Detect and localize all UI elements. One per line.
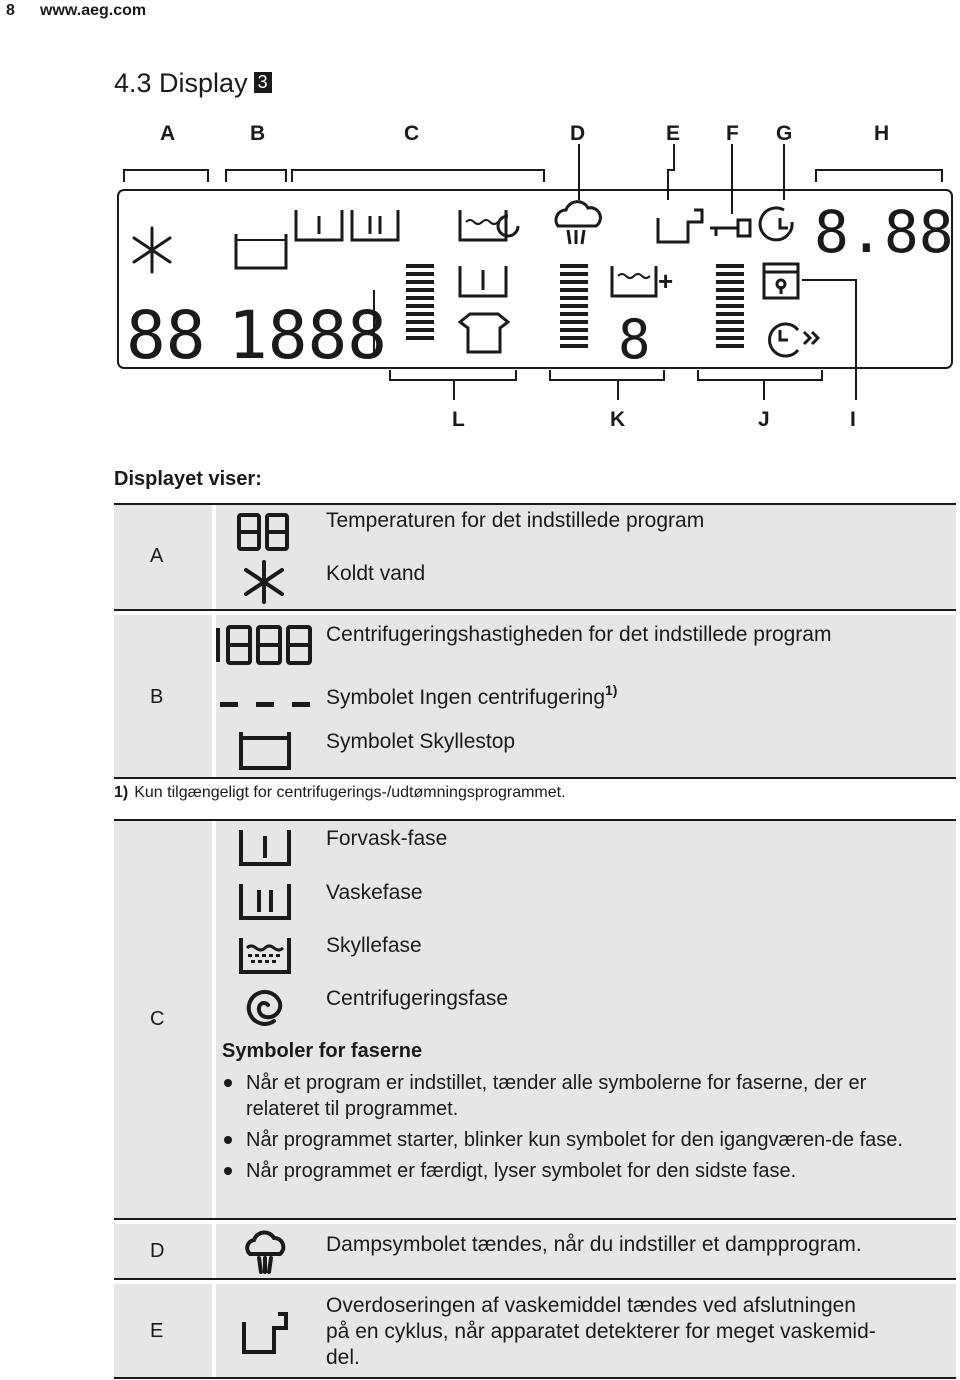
diagram-key-icon [710,220,750,236]
temperature-digits-icon [236,512,292,552]
callout-letter-d: D [570,122,586,145]
callout-letter-j: J [758,408,770,431]
bracket-a [124,170,208,182]
page-url: www.aeg.com [40,2,147,19]
callout-letter-f: F [726,122,739,145]
diagram-temperature-digits: 88 [126,297,206,374]
wash-tub-icon [238,880,292,922]
row-rule [114,1278,956,1280]
diagram-overdose-icon [658,210,702,242]
bracket-c [292,170,544,182]
row-e-text [326,1293,876,1371]
row-d-text: Dampsymbolet tændes, når du indstiller et dampprogram. [326,1233,862,1256]
row-rule [114,1377,956,1379]
diagram-time-remaining-icon [770,324,818,356]
row-e-line-1: Overdoseringen af vaskemiddel tændes ved afslutningen [326,1294,856,1317]
leader-e [668,144,674,200]
phase-symbols-heading: Symboler for faserne [222,1040,423,1062]
list-item [222,1158,942,1184]
prewash-tub-icon [238,826,292,868]
diagram-spin-digits: 1888 [228,297,387,374]
diagram-small-digit: 8 [618,308,651,371]
no-spin-dashes-icon [218,700,314,710]
diagram-time-digits: 8.88 [814,198,954,266]
overdose-icon [240,1310,292,1356]
diagram-snowflake-icon [134,228,170,272]
steam-cloud-icon [240,1228,290,1276]
row-b-item-1-text: Centrifugeringshastigheden for det indstillede program [326,623,832,646]
row-a-item-2-text: Koldt vand [326,562,426,585]
callout-letter-c: C [404,122,420,145]
bracket-h [816,170,942,182]
diagram-lock-icon [764,264,798,298]
row-b-item-3-text: Symbolet Skyllestop [326,730,516,753]
display-diagram [112,118,958,438]
diagram-steam-icon [556,202,600,244]
footnote-marker: 1) [605,682,618,698]
column-divider [212,820,216,1218]
row-e-line-2: på en cyklus, når apparatet detekterer for meget vaskemid- [326,1320,876,1343]
list-item-text: Når programmet er færdigt, lyser symbolet for den sidste fase. [246,1160,797,1182]
bracket-j [698,370,822,380]
bracket-k [550,370,664,380]
list-item [222,1070,942,1122]
list-item [222,1127,942,1153]
row-c-item-3-text: Skyllefase [326,934,422,957]
footnote-text: Kun tilgængeligt for centrifugerings-/udtømningsprogrammet. [134,784,566,801]
diagram-plus-sign: + [658,266,674,296]
intro-label: Displayet viser: [114,468,262,490]
row-letter-d: D [150,1240,165,1262]
row-c-item-2-text: Vaskefase [326,881,423,904]
phase-symbols-list [222,1070,942,1189]
footnote [114,784,566,802]
row-b-item-2-label: Symbolet Ingen centrifugering [326,686,605,709]
callout-letter-l: L [452,408,465,431]
row-letter-a: A [150,545,164,567]
row-rule [114,777,956,779]
rinse-hold-icon [238,728,292,772]
spin-digits-icon [214,624,314,666]
section-title [114,68,272,99]
row-c-item-1-text: Forvask-fase [326,827,448,850]
display-panel-graphic [112,118,958,408]
snowflake-icon [240,558,288,606]
bullet-dot [224,1167,232,1175]
column-divider [212,1224,216,1278]
list-item-text: Når et program er indstillet, tænder alle symbolerne for faserne, der er relateret til programmet. [246,1072,867,1120]
bullet-dot [224,1136,232,1144]
callout-letter-b: B [250,122,266,145]
column-divider [212,1284,216,1378]
callout-letter-h: H [874,122,890,145]
row-letter-b: B [150,686,164,708]
row-rule [114,1218,956,1220]
callout-letter-a: A [160,122,176,145]
row-b-item-2-text [326,682,617,710]
bullet-dot [224,1079,232,1087]
bracket-b [226,170,286,182]
row-e-line-3: del. [326,1346,360,1369]
callout-letter-e: E [666,122,681,145]
row-rule [114,819,956,821]
row-a-item-1-text: Temperaturen for det indstillede program [326,509,705,532]
row-rule [114,609,956,611]
bracket-l [390,370,516,380]
list-item-text: Når programmet starter, blinker kun symbolet for den igangværen-de fase. [246,1129,903,1151]
row-c-item-4-text: Centrifugeringsfase [326,987,509,1010]
rinse-tub-icon [238,934,292,976]
row-letter-e: E [150,1320,164,1342]
diagram-progress-bars [406,264,744,348]
callout-letter-i: I [850,408,856,431]
column-divider [212,505,216,609]
diagram-delay-clock-icon [760,208,792,240]
callout-letter-g: G [776,122,793,145]
spin-spiral-icon [244,985,286,1029]
row-letter-c: C [150,1008,165,1030]
callout-letter-k: K [610,408,626,431]
figure-badge: 3 [254,72,272,93]
section-title-text: 4.3 Display [114,68,248,98]
page-number: 8 [6,2,15,19]
footnote-mark: 1) [114,784,129,801]
